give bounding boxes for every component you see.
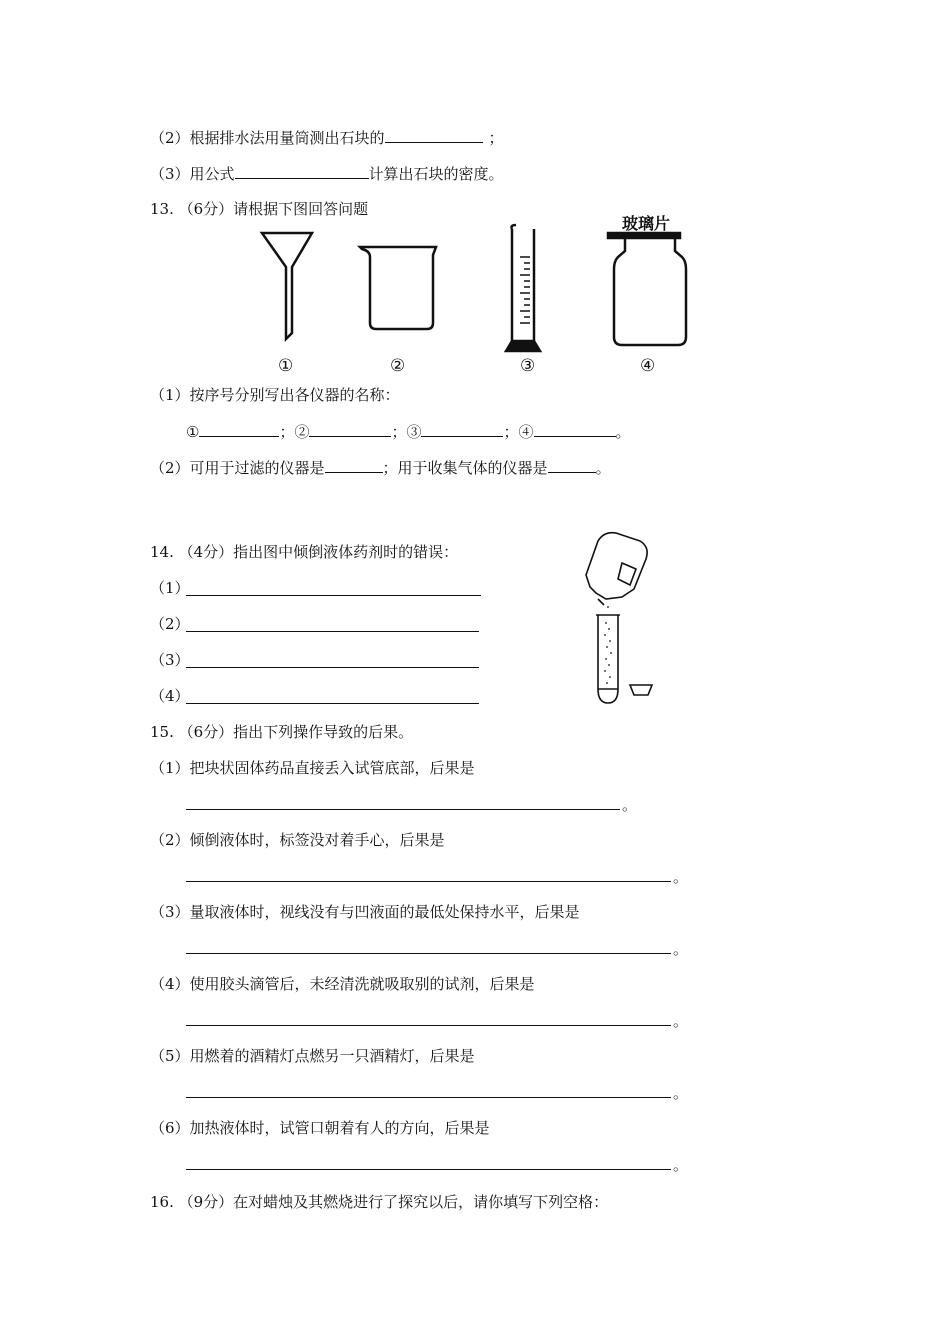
q14-item-1: （1） bbox=[150, 579, 190, 597]
q15-end-4: 。 bbox=[673, 1012, 689, 1030]
q15-end-1: 。 bbox=[622, 796, 638, 814]
liquid-drops-icon bbox=[604, 606, 612, 684]
test-tube-icon bbox=[596, 615, 620, 703]
q12-item2-blank[interactable] bbox=[385, 127, 483, 143]
q15-title: 15. （6分）指出下列操作导致的后果。 bbox=[150, 723, 414, 741]
q15-end-3: 。 bbox=[673, 940, 689, 958]
instrument-number-2: ② bbox=[390, 356, 406, 376]
q14-answer-line-1[interactable] bbox=[186, 595, 481, 596]
beaker-icon bbox=[360, 247, 436, 329]
reagent-bottle-icon bbox=[586, 533, 647, 605]
q15-answer-line-6[interactable] bbox=[186, 1169, 671, 1170]
q14-answer-line-4[interactable] bbox=[186, 703, 479, 704]
q14-title: 14. （4分）指出图中倾倒液体药剂时的错误： bbox=[150, 543, 459, 561]
lab-instruments-figure bbox=[250, 195, 710, 380]
q15-item-6: （6）加热液体时，试管口朝着有人的方向，后果是 bbox=[150, 1119, 490, 1137]
q15-end-2: 。 bbox=[673, 868, 689, 886]
q14-item-4: （4） bbox=[150, 687, 190, 705]
funnel-icon bbox=[262, 233, 312, 339]
q14-item-3: （3） bbox=[150, 651, 190, 669]
q16-title: 16. （9分）在对蜡烛及其燃烧进行了探究以后，请你填写下列空格： bbox=[150, 1193, 609, 1211]
graduated-cylinder-icon bbox=[506, 225, 540, 351]
instrument-number-3: ③ bbox=[520, 356, 536, 376]
filter-instrument-blank[interactable] bbox=[325, 457, 383, 473]
q13-q1: （1）按序号分别写出各仪器的名称： bbox=[150, 386, 400, 404]
q15-answer-line-4[interactable] bbox=[186, 1025, 671, 1026]
q15-end-6: 。 bbox=[673, 1156, 689, 1174]
answer-blank-4[interactable] bbox=[534, 421, 616, 437]
q15-end-5: 。 bbox=[673, 1084, 689, 1102]
q15-item-3: （3）量取液体时，视线没有与凹液面的最低处保持水平，后果是 bbox=[150, 903, 580, 921]
q13-q2: （2）可用于过滤的仪器是 ；用于收集气体的仪器是 。 bbox=[150, 459, 611, 477]
answer-blank-3[interactable] bbox=[421, 421, 503, 437]
instrument-number-4: ④ bbox=[640, 356, 656, 376]
q13-q1-answers: ① ；② ；③ ；④ 。 bbox=[186, 423, 631, 441]
q12-item2: （2）根据排水法用量筒测出石块的 ； bbox=[150, 129, 504, 147]
q13-title: 13. （6分）请根据下图回答问题 bbox=[150, 200, 369, 218]
q12-item3-blank[interactable] bbox=[235, 163, 369, 179]
pouring-liquid-figure bbox=[578, 527, 660, 709]
bottle-stopper-icon bbox=[630, 685, 652, 695]
q14-answer-line-2[interactable] bbox=[186, 631, 479, 632]
instrument-number-1: ① bbox=[278, 356, 294, 376]
q14-answer-line-3[interactable] bbox=[186, 667, 479, 668]
q14-item-2: （2） bbox=[150, 615, 190, 633]
q15-item-5: （5）用燃着的酒精灯点燃另一只酒精灯，后果是 bbox=[150, 1047, 475, 1065]
gas-instrument-blank[interactable] bbox=[548, 457, 596, 473]
q15-item-1: （1）把块状固体药品直接丢入试管底部，后果是 bbox=[150, 759, 475, 777]
answer-blank-2[interactable] bbox=[309, 421, 391, 437]
q15-item-4: （4）使用胶头滴管后，未经清洗就吸取别的试剂，后果是 bbox=[150, 975, 535, 993]
q15-answer-line-5[interactable] bbox=[186, 1097, 671, 1098]
q15-answer-line-2[interactable] bbox=[186, 881, 671, 882]
q12-item3: （3）用公式 计算出石块的密度。 bbox=[150, 165, 504, 183]
q15-item-2: （2）倾倒液体时，标签没对着手心，后果是 bbox=[150, 831, 445, 849]
q15-answer-line-3[interactable] bbox=[186, 953, 671, 954]
answer-blank-1[interactable] bbox=[199, 421, 279, 437]
glass-plate-label: 玻璃片 bbox=[622, 214, 671, 233]
q15-answer-line-1[interactable] bbox=[186, 809, 620, 810]
gas-bottle-icon bbox=[608, 233, 686, 345]
